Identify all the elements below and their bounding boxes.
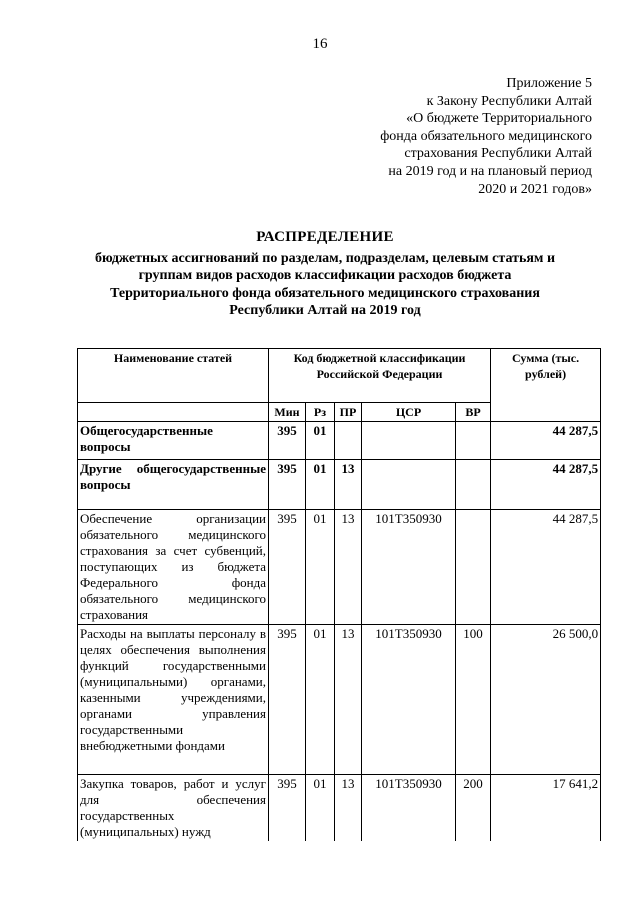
table-row	[78, 775, 601, 842]
appendix-line: к Закону Республики Алтай	[426, 93, 592, 109]
row-vr: 100	[456, 625, 491, 775]
row-pr: 13	[335, 775, 362, 842]
row-pr: 13	[335, 510, 362, 625]
row-csr: 101Т350930	[362, 775, 456, 842]
row-sum: 44 287,5	[491, 422, 601, 460]
document-heading	[60, 229, 590, 320]
appendix-line: Приложение 5	[506, 76, 592, 91]
header-code: Код бюджетной классификации Российской Федерации	[269, 349, 491, 403]
row-min: 395	[269, 460, 306, 510]
header-sum: Сумма (тыс. рублей)	[491, 349, 601, 422]
row-sum: 44 287,5	[491, 460, 601, 510]
header-pr: ПР	[335, 403, 362, 422]
appendix-reference	[292, 75, 592, 198]
row-vr	[456, 460, 491, 510]
row-vr	[456, 422, 491, 460]
header-vr: ВР	[456, 403, 491, 422]
row-vr: 200	[456, 775, 491, 842]
row-min: 395	[269, 775, 306, 842]
table-row	[78, 510, 601, 625]
heading-line: бюджетных ассигнований по разделам, подразделам, целевым статьям и	[94, 250, 556, 266]
row-vr	[456, 510, 491, 625]
budget-table	[77, 348, 601, 841]
heading-line: группам видов расходов классификации расходов бюджета	[138, 268, 512, 283]
appendix-line: на 2019 год и на плановый период	[388, 163, 592, 179]
row-rz: 01	[306, 510, 335, 625]
heading-line: Республики Алтай на 2019 год	[229, 303, 421, 318]
page-number: 16	[312, 36, 328, 52]
row-name: Расходы на выплаты персоналу в целях обеспечения выполнения функций государственными (муниципальными) органами, казенными учреждениями, органами управления государственными внебюджетными фондами	[78, 625, 269, 775]
row-pr: 13	[335, 625, 362, 775]
row-name: Закупка товаров, работ и услуг для обеспечения государственных (муниципальных) нужд	[78, 775, 269, 842]
row-name: Другие общегосударственные вопросы	[78, 460, 269, 510]
header-name-sub	[78, 403, 269, 422]
row-rz: 01	[306, 422, 335, 460]
row-csr: 101Т350930	[362, 510, 456, 625]
header-rz: Рз	[306, 403, 335, 422]
row-sum: 44 287,5	[491, 510, 601, 625]
row-csr	[362, 460, 456, 510]
row-min: 395	[269, 625, 306, 775]
appendix-line: фонда обязательного медицинского	[380, 128, 592, 144]
row-rz: 01	[306, 775, 335, 842]
appendix-line: страхования Республики Алтай	[404, 146, 592, 162]
row-sum: 26 500,0	[491, 625, 601, 775]
table-row	[78, 460, 601, 510]
row-csr: 101Т350930	[362, 625, 456, 775]
header-csr: ЦСР	[362, 403, 456, 422]
row-min: 395	[269, 422, 306, 460]
row-name: Обеспечение организации обязательного медицинского страхования за счет субвенций, поступающих из бюджета Федерального фонда обязательного медицинского страхования	[78, 510, 269, 625]
row-rz: 01	[306, 460, 335, 510]
row-pr	[335, 422, 362, 460]
appendix-line: «О бюджете Территориального	[406, 111, 592, 127]
heading-line: Территориального фонда обязательного медицинского страхования	[110, 285, 540, 301]
row-sum: 17 641,2	[491, 775, 601, 842]
header-name: Наименование статей	[78, 349, 269, 403]
heading-title: РАСПРЕДЕЛЕНИЕ	[256, 229, 394, 245]
header-min: Мин	[269, 403, 306, 422]
row-name: Общегосударственные вопросы	[78, 422, 269, 460]
row-pr: 13	[335, 460, 362, 510]
table-row	[78, 625, 601, 775]
appendix-line: 2020 и 2021 годов»	[478, 181, 592, 197]
table-row	[78, 422, 601, 460]
row-rz: 01	[306, 625, 335, 775]
row-min: 395	[269, 510, 306, 625]
row-csr	[362, 422, 456, 460]
